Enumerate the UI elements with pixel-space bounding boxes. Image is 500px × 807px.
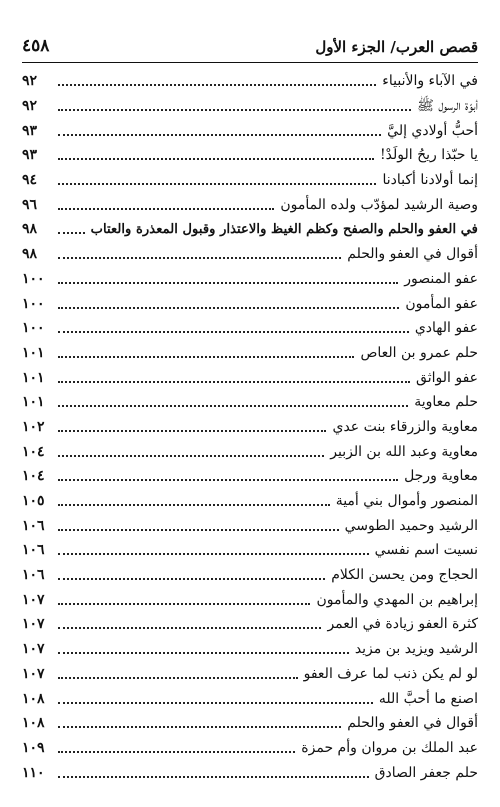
book-title: قصص العرب/ الجزء الأول	[315, 38, 478, 56]
dot-leader	[58, 257, 341, 259]
toc-entry-title: نسيت اسم نفسي	[374, 542, 478, 559]
toc-entry-title: معاوية ورجل	[404, 468, 478, 485]
dot-leader	[58, 134, 381, 136]
toc-entry-title: كثرة العفو زيادة في العمر	[327, 616, 478, 633]
dot-leader	[58, 578, 325, 580]
toc-entry	[22, 637, 478, 662]
toc-entry-title: الحجاج ومن يحسن الكلام	[331, 567, 478, 584]
toc-entry-title: أقوال في العفو والحلم	[347, 246, 478, 263]
toc-entry-page: ١٠٤	[22, 443, 45, 460]
dot-leader	[58, 282, 398, 284]
toc-entry-page: ٩٦	[22, 196, 38, 213]
toc-entry	[22, 587, 478, 612]
toc-entry-page: ٩٨	[22, 246, 38, 263]
dot-leader	[58, 356, 354, 358]
toc-entry	[22, 760, 478, 785]
toc-entry-title: لو لم يكن ذنب لما عرف العفو	[303, 665, 478, 682]
dot-leader	[58, 183, 376, 185]
dot-leader	[58, 776, 369, 778]
dot-leader	[58, 232, 85, 234]
toc-entry-page: ١٠٤	[22, 468, 45, 485]
toc-entry-title: حلم عمرو بن العاص	[360, 344, 478, 361]
toc-entry-page: ٩٨	[22, 221, 38, 238]
dot-leader	[58, 109, 411, 111]
toc-entry-page: ١٠٧	[22, 665, 45, 682]
toc-entry-page: ١٠٨	[22, 715, 45, 732]
toc-entry-title: اصنع ما أحبَّ الله	[378, 690, 478, 707]
toc-entry-page: ١٠٠	[22, 320, 45, 337]
toc-entry-title: الرشيد ويزيد بن مزيد	[354, 641, 478, 658]
toc-entry-page: ١٠٧	[22, 616, 45, 633]
toc-entry	[22, 563, 478, 588]
toc-entry-page: ١٠٧	[22, 591, 45, 608]
toc-entry-page: ١٠١	[22, 344, 45, 361]
table-of-contents	[22, 69, 478, 785]
dot-leader	[58, 208, 274, 210]
toc-entry-title: أقوال في العفو والحلم	[347, 715, 478, 732]
toc-entry	[22, 489, 478, 514]
toc-entry-page: ١٠٦	[22, 517, 45, 534]
toc-entry-page: ٩٣	[22, 147, 38, 164]
toc-entry	[22, 365, 478, 390]
dot-leader	[58, 455, 324, 457]
toc-entry	[22, 662, 478, 687]
dot-leader	[58, 652, 349, 654]
dot-leader	[58, 504, 330, 506]
dot-leader	[58, 158, 374, 160]
toc-entry-title: المنصور وأموال بني أمية	[335, 493, 478, 510]
toc-entry	[22, 341, 478, 366]
toc-entry	[22, 168, 478, 193]
toc-entry	[22, 686, 478, 711]
dot-leader	[58, 702, 373, 704]
toc-entry-title: معاوية وعبد الله بن الزبير	[330, 443, 478, 460]
toc-entry-page: ١٠٩	[22, 739, 45, 756]
toc-entry-page: ١٠٨	[22, 690, 45, 707]
toc-entry	[22, 711, 478, 736]
toc-entry-page: ١٠٠	[22, 270, 45, 287]
toc-entry-title: يا حبّذا ريحُ الولَدْ!	[380, 147, 478, 164]
toc-entry	[22, 464, 478, 489]
toc-entry	[22, 538, 478, 563]
toc-entry-title: معاوية والزرقاء بنت عدي	[332, 418, 478, 435]
toc-entry-page: ١٠٢	[22, 418, 45, 435]
toc-entry	[22, 94, 478, 119]
toc-entry-title: عفو المنصور	[404, 270, 478, 287]
toc-entry	[22, 513, 478, 538]
toc-entry-page: ٩٢	[22, 73, 38, 90]
toc-entry-title: حلم معاوية	[414, 394, 478, 411]
toc-entry-title: عبد الملك بن مروان وأم حمزة	[301, 739, 478, 756]
dot-leader	[58, 479, 398, 481]
toc-entry-page: ١٠٥	[22, 493, 45, 510]
dot-leader	[58, 726, 341, 728]
toc-entry	[22, 217, 478, 242]
toc-entry	[22, 118, 478, 143]
toc-entry-title: عفو الهادي	[414, 320, 478, 337]
toc-entry-page: ١٠١	[22, 394, 45, 411]
dot-leader	[58, 331, 409, 333]
toc-entry-title: وصية الرشيد لمؤدّب ولده المأمون	[280, 196, 478, 213]
page-header	[22, 30, 478, 63]
toc-entry	[22, 69, 478, 94]
toc-entry	[22, 736, 478, 761]
toc-entry	[22, 291, 478, 316]
toc-entry-title: إبراهيم بن المهدي والمأمون	[316, 591, 478, 608]
toc-entry-page: ٩٣	[22, 122, 38, 139]
dot-leader	[58, 529, 339, 531]
dot-leader	[58, 751, 295, 753]
toc-entry-title: في العفو والحلم والصفح وكظم الغيظ والاعتذار وقبول المعذرة والعتاب	[90, 221, 478, 237]
toc-entry-page: ١٠٧	[22, 641, 45, 658]
toc-entry-title: في الآباء والأنبياء	[382, 73, 478, 90]
dot-leader	[58, 603, 310, 605]
dot-leader	[58, 430, 326, 432]
toc-entry	[22, 242, 478, 267]
toc-entry	[22, 612, 478, 637]
toc-entry-page: ١٠٦	[22, 567, 45, 584]
toc-entry-page: ١٠٦	[22, 542, 45, 559]
toc-entry-title: حلم جعفر الصادق	[374, 764, 478, 781]
toc-entry-title: إنما أولادنا أكبادنا	[382, 172, 478, 189]
toc-entry	[22, 192, 478, 217]
toc-entry	[22, 316, 478, 341]
toc-entry	[22, 143, 478, 168]
page-number: ٤٥٨	[22, 36, 50, 56]
toc-entry-title: الرشيد وحميد الطوسي	[344, 517, 478, 534]
toc-entry-title: أحبُّ أولادي إليَّ	[387, 122, 478, 139]
toc-entry-title: عفو المأمون	[405, 295, 478, 312]
dot-leader	[58, 627, 321, 629]
toc-entry	[22, 415, 478, 440]
toc-entry-page: ١٠١	[22, 369, 45, 386]
dot-leader	[58, 307, 399, 309]
toc-entry	[22, 390, 478, 415]
dot-leader	[58, 84, 376, 86]
toc-entry-title: عفو الواثق	[416, 369, 478, 386]
dot-leader	[58, 405, 408, 407]
toc-entry-page: ١١٠	[22, 764, 45, 781]
toc-entry-page: ٩٢	[22, 98, 38, 115]
dot-leader	[58, 553, 369, 555]
dot-leader	[58, 381, 410, 383]
toc-entry-page: ٩٤	[22, 172, 38, 189]
toc-entry-title: أبوّة الرسول ﷺ	[416, 98, 478, 115]
dot-leader	[58, 677, 298, 679]
toc-entry	[22, 439, 478, 464]
toc-entry-page: ١٠٠	[22, 295, 45, 312]
toc-entry	[22, 267, 478, 292]
